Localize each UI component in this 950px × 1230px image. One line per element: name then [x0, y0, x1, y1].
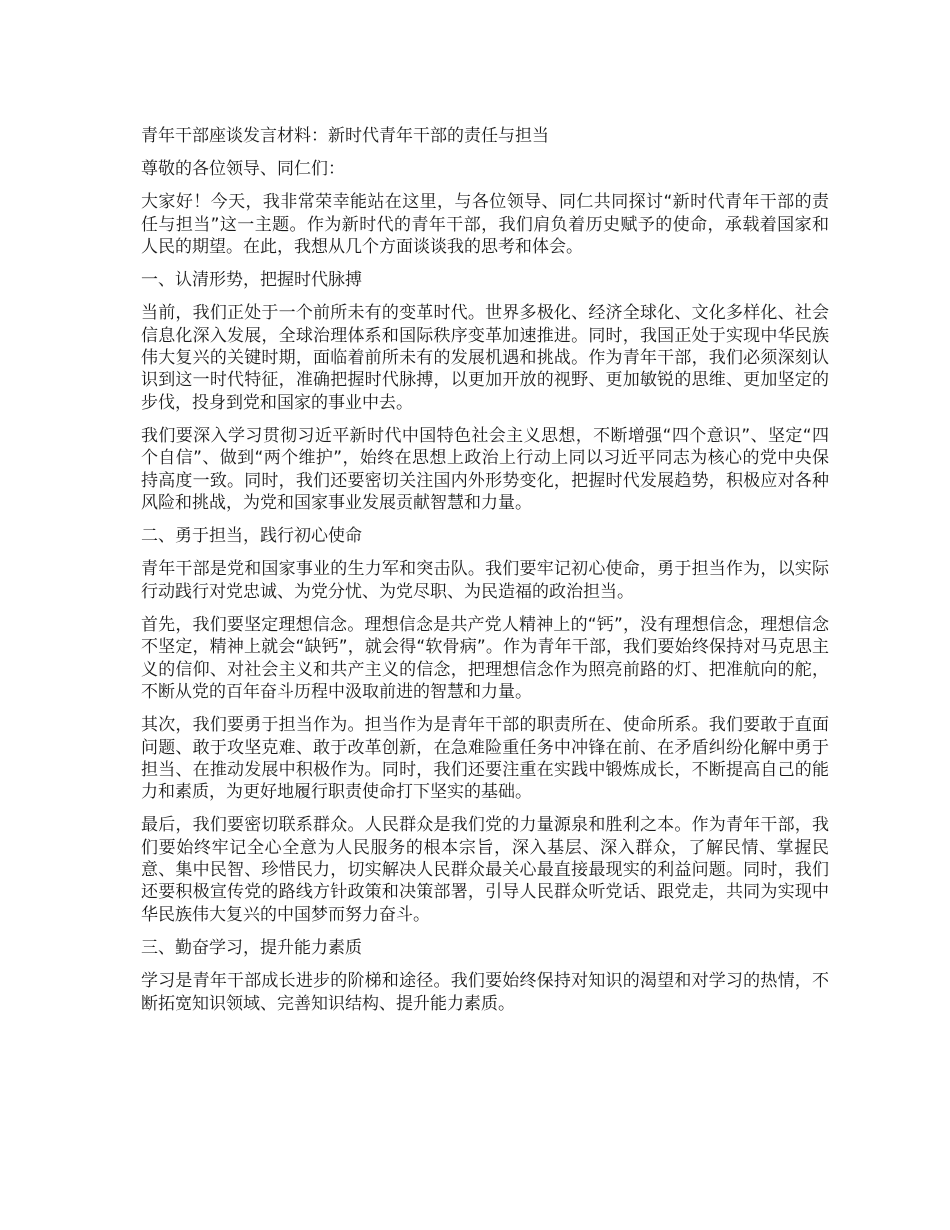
- intro-paragraph: 大家好！今天，我非常荣幸能站在这里，与各位领导、同仁共同探讨“新时代青年干部的责任与担当”这一主题。作为新时代的青年干部，我们肩负着历史赋予的使命，承载着国家和人民的期望。在此，我想从几个方面谈谈我的思考和体会。: [141, 192, 829, 257]
- section2-paragraph-4: 最后，我们要密切联系群众。人民群众是我们党的力量源泉和胜利之本。作为青年干部，我们要始终牢记全心全意为人民服务的根本宗旨，深入基层、深入群众，了解民情、掌握民意、集中民智、珍惜民力，切实解决人民群众最关心最直接最现实的利益问题。同时，我们还要积极宣传党的路线方针政策和决策部署，引导人民群众听党话、跟党走，共同为实现中华民族伟大复兴的中国梦而努力奋斗。: [141, 815, 829, 925]
- document-page: [141, 124, 829, 1026]
- section3-paragraph-1: 学习是青年干部成长进步的阶梯和途径。我们要始终保持对知识的渴望和对学习的热情，不断拓宽知识领域、完善知识结构、提升能力素质。: [141, 971, 829, 1014]
- section2-paragraph-1: 青年干部是党和国家事业的生力军和突击队。我们要牢记初心使命，勇于担当作为，以实际行动践行对党忠诚、为党分忧、为党尽职、为民造福的政治担当。: [141, 559, 829, 602]
- section1-paragraph-2: 我们要深入学习贯彻习近平新时代中国特色社会主义思想，不断增强“四个意识”、坚定“四个自信”、做到“两个维护”，始终在思想上政治上行动上同以习近平同志为核心的党中央保持高度一致。同时，我们还要密切关注国内外形势变化，把握时代发展趋势，积极应对各种风险和挑战，为党和国家事业发展贡献智慧和力量。: [141, 425, 829, 513]
- section2-paragraph-3: 其次，我们要勇于担当作为。担当作为是青年干部的职责所在、使命所系。我们要敢于直面问题、敢于攻坚克难、敢于改革创新，在急难险重任务中冲锋在前、在矛盾纠纷化解中勇于担当、在推动发展中积极作为。同时，我们还要注重在实践中锻炼成长，不断提高自己的能力和素质，为更好地履行职责使命打下坚实的基础。: [141, 715, 829, 803]
- section-heading-1: 一、认清形势，把握时代脉搏: [141, 270, 362, 291]
- section1-paragraph-1: 当前，我们正处于一个前所未有的变革时代。世界多极化、经济全球化、文化多样化、社会信息化深入发展，全球治理体系和国际秩序变革加速推进。同时，我国正处于实现中华民族伟大复兴的关键时期，面临着前所未有的发展机遇和挑战。作为青年干部，我们必须深刻认识到这一时代特征，准确把握时代脉搏，以更加开放的视野、更加敏锐的思维、更加坚定的步伐，投身到党和国家的事业中去。: [141, 303, 829, 413]
- section2-paragraph-2: 首先，我们要坚定理想信念。理想信念是共产党人精神上的“钙”，没有理想信念，理想信念不坚定，精神上就会“缺钙”，就会得“软骨病”。作为青年干部，我们要始终保持对马克思主义的信仰、对社会主义和共产主义的信念，把理想信念作为照亮前路的灯、把准航向的舵，不断从党的百年奋斗历程中汲取前进的智慧和力量。: [141, 615, 829, 702]
- document-title: 青年干部座谈发言材料：新时代青年干部的责任与担当: [141, 126, 549, 146]
- salutation: 尊敬的各位领导、同仁们：: [141, 159, 345, 179]
- section-heading-2: 二、勇于担当，践行初心使命: [141, 526, 362, 547]
- section-heading-3: 三、勤奋学习，提升能力素质: [141, 937, 362, 958]
